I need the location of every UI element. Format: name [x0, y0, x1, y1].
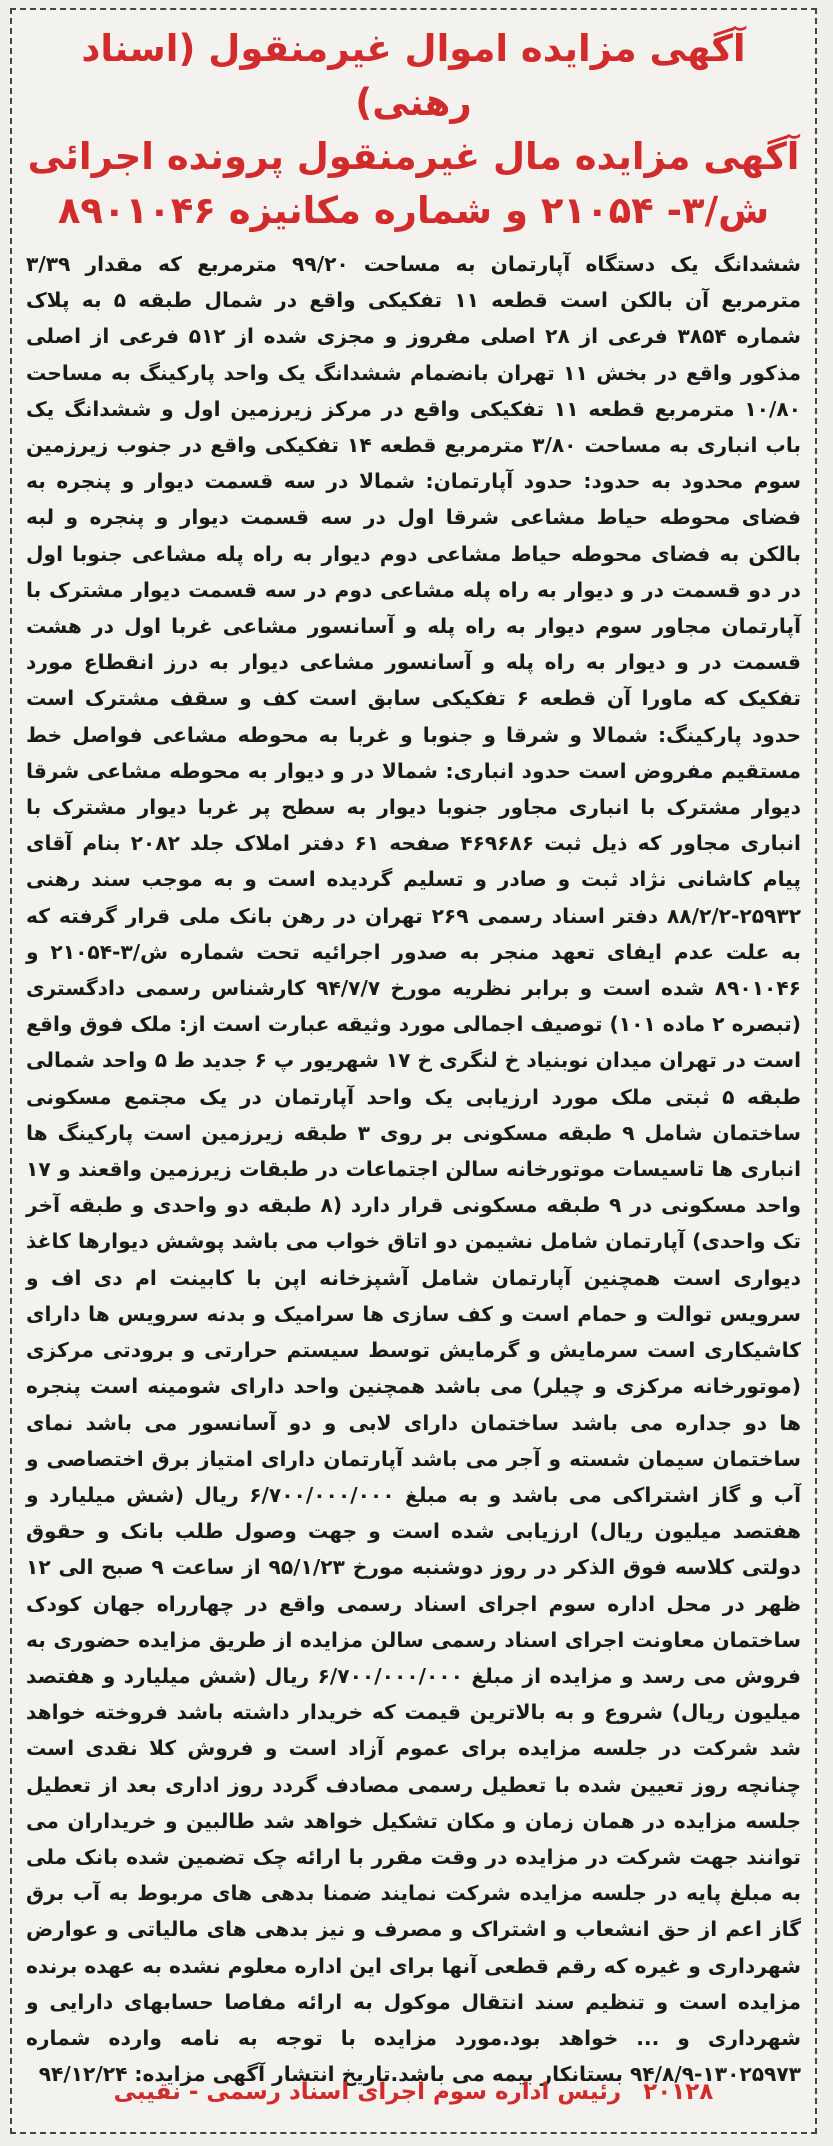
notice-body-paragraph: ششدانگ یک دستگاه آپارتمان به مساحت ۹۹/۲۰ مترمربع که مقدار ۳/۳۹ مترمربع آن بالکن است قطعه ۱۱ تفکیکی واقع در شمال طبقه ۵ به پلاک شماره ۳۸۵۴ فرعی از ۲۸ اصلی مفروز و مجزی شده از ۵۱۲ فرعی از اصلی مذکور واقع در بخش ۱۱ تهران بانضمام ششدانگ یک واحد پارکینگ به مساحت ۱۰/۸۰ مترمربع قطعه ۱۱ تفکیکی واقع در مرکز زیرزمین اول و ششدانگ یک باب انباری به مساحت ۳/۸۰ مترمربع قطعه ۱۴ تفکیکی واقع در جنوب زیرزمین سوم محدود به حدود: حدود آپارتمان: شمالا در سه قسمت دیوار و پنجره به فضای محوطه حیاط مشاعی شرقا اول در سه قسمت دیوار و پنجره و لبه بالکن به فضای محوطه حیاط مشاعی دوم دیوار به راه پله مشاعی جنوبا اول در دو قسمت در و دیوار به راه پله مشاعی دوم در سه قسمت دیوار مشترک با آپارتمان مجاور سوم دیوار به راه پله و آسانسور مشاعی غربا اول در هشت قسمت در و دیوار به راه پله و آسانسور مشاعی دیوار به درز انقطاع مورد تفکیک که ماورا آن قطعه ۶ تفکیکی سابق است کف و سقف مشترک است حدود پارکینگ: شمالا و شرقا و جنوبا و غربا به محوطه مشاعی فواصل خط مستقیم مفروض است حدود انباری: شمالا در و دیوار به محوطه مشاعی شرقا دیوار مشترک با انباری مجاور جنوبا دیوار به سطح پر غربا دیوار مشترک با انباری مجاور که ذیل ثبت ۴۶۹۶۸۶ صفحه ۶۱ دفتر املاک جلد ۲۰۸۲ بنام آقای پیام کاشانی نژاد ثبت و صادر و تسلیم گردیده است و به موجب سند رهنی ۲۵۹۳۲-۸۸/۲/۲ دفتر اسناد رسمی ۲۶۹ تهران در رهن بانک ملی قرار گرفته که به علت عدم ایفای تعهد منجر به صدور اجرائیه تحت شماره ش/۳-۲۱۰۵۴ و ۸۹۰۱۰۴۶ شده است و برابر نظریه مورخ ۹۴/۷/۷ کارشناس رسمی دادگستری (تبصره ۲ ماده ۱۰۱) توصیف اجمالی مورد وثیقه عبارت است از: ملک فوق واقع است در تهران میدان نوبنیاد خ لنگری خ ۱۷ شهریور پ ۶ جدید ط ۵ واحد شمالی طبقه ۵ ثبتی ملک مورد ارزیابی یک واحد آپارتمان در یک مجتمع مسکونی ساختمان شامل ۹ طبقه مسکونی بر روی ۳ طبقه زیرزمین است پارکینگ ها انباری ها تاسیسات موتورخانه سالن اجتماعات در طبقات زیرزمین واقعند و ۱۷ واحد مسکونی در ۹ طبقه مسکونی قرار دارد (۸ طبقه دو واحدی و طبقه آخر تک واحدی) آپارتمان شامل نشیمن دو اتاق خواب می باشد پوشش دیوارها کاغذ دیواری است همچنین آپارتمان شامل آشپزخانه اپن با کابینت ام دی اف و سرویس توالت و حمام است و کف سازی ها سرامیک و بدنه سرویس ها دارای کاشیکاری است سرمایش و گرمایش توسط سیستم حرارتی و برودتی مرکزی (موتورخانه مرکزی و چیلر) می باشد همچنین واحد دارای شومینه است پنجره ها دو جداره می باشد ساختمان دارای لابی و دو آسانسور می باشد نمای ساختمان سیمان شسته و آجر می باشد آپارتمان دارای امتیاز برق اختصاصی و آب و گاز اشتراکی می باشد و به مبلغ ۶/۷۰۰/۰۰۰/۰۰۰ ریال (شش میلیارد و هفتصد میلیون ریال) ارزیابی شده است و جهت وصول طلب بانک و حقوق دولتی کلاسه فوق الذکر در روز دوشنبه مورخ ۹۵/۱/۲۳ از ساعت ۹ صبح الی ۱۲ ظهر در محل اداره سوم اجرای اسناد رسمی واقع در چهارراه جهان کودک ساختمان معاونت اجرای اسناد رسمی سالن مزایده از طریق مزایده حضوری به فروش می رسد و مزایده از مبلغ ۶/۷۰۰/۰۰۰/۰۰۰ ریال (شش میلیارد و هفتصد میلیون ریال) شروع و به بالاترین قیمت که خریدار داشته باشد فروخته خواهد شد شرکت در جلسه مزایده برای عموم آزاد است و فروش کلا نقدی است چنانچه روز تعیین شده با تعطیل رسمی مصادف گردد روز اداری بعد از تعطیل جلسه مزایده در همان زمان و مکان تشکیل خواهد شد طالبین و خریداران می توانند جهت شرکت در مزایده در وقت مقرر با ارائه چک تضمین شده بانک ملی به مبلغ پایه در جلسه مزایده شرکت نمایند ضمنا بدهی های مربوط به آب برق گاز اعم از حق انشعاب و اشتراک و مصرف و نیز بدهی های مالیاتی و عوارض شهرداری و غیره که رقم قطعی آنها برای این اداره معلوم نشده به عهده برنده مزایده است و تنظیم سند انتقال موکول به ارائه مفاصا حسابهای دارایی و شهرداری و ... خواهد بود.مورد مزایده با توجه به نامه وارده شماره ۱۳۰۲۵۹۷۳-۹۴/۸/۹ بستانکار بیمه می باشد.تاریخ انتشار آگهی مزایده: ۹۴/۱۲/۲۴	[26, 252, 802, 2087]
notice-body	[26, 246, 801, 2092]
notice-number: ۲۰۱۲۸	[643, 2079, 714, 2105]
headline-line-2: آگهی مزایده مال غیرمنقول پرونده اجرائی	[27, 135, 800, 178]
headline-line-1: آگهی مزایده اموال غیرمنقول (اسناد رهنی)	[81, 27, 746, 124]
notice-frame	[10, 8, 817, 2134]
headline-line-3: ش/۳- ۲۱۰۵۴ و شماره مکانیزه ۸۹۰۱۰۴۶	[57, 189, 770, 232]
notice-signature: رئیس اداره سوم اجرای اسناد رسمی - نقیبی	[113, 2079, 622, 2105]
notice-content	[26, 22, 801, 2120]
notice-headline	[26, 22, 801, 238]
notice-footer	[26, 2072, 801, 2112]
